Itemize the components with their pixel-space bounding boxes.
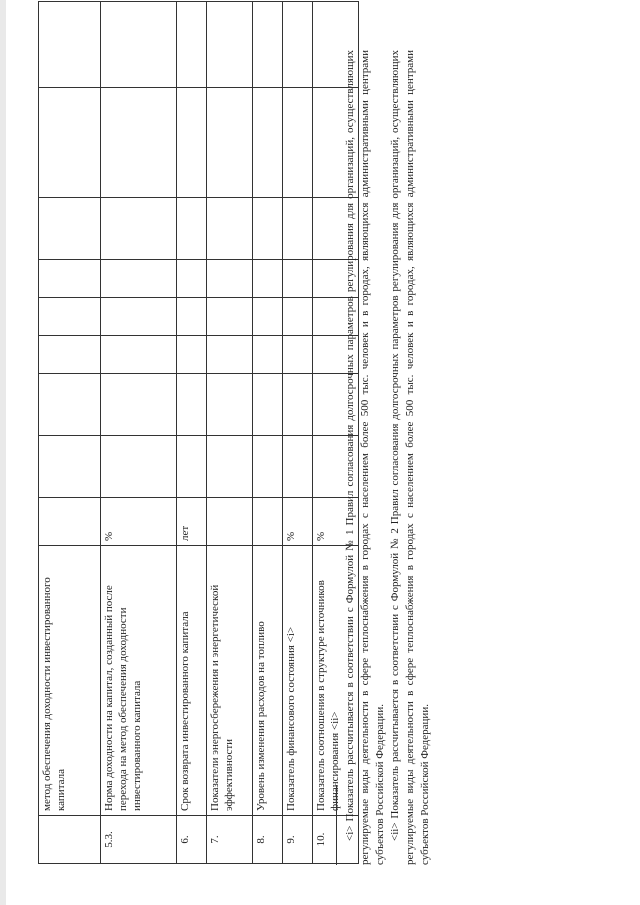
unit-cell: %	[101, 498, 177, 546]
indicator-name: Уровень изменения расходов на топливо	[253, 546, 283, 816]
table-row	[177, 2, 207, 864]
footnotes	[336, 50, 433, 865]
row-number: 8.	[253, 816, 283, 864]
table-row	[39, 2, 101, 864]
table-row	[253, 2, 283, 864]
indicator-name: метод обеспечения доходности инвестированного капитала	[39, 546, 101, 816]
row-number: 6.	[177, 816, 207, 864]
indicator-name: Показатели энергосбережения и энергетической эффективности	[207, 546, 253, 816]
unit-cell: %	[313, 498, 359, 546]
unit-cell	[253, 498, 283, 546]
table-row	[101, 2, 177, 864]
footnote-ii: <ii> Показатель рассчитывается в соответствии с Формулой № 2 Правил согласования долгосрочных параметров регулирования для организаций, осуществляющих регулируемые виды деятельности в сфере теплоснабжения в городах с населением более 500 тыс. человек и в городах, являющихся административными центрами субъектов Российской Федерации.	[389, 50, 431, 865]
indicator-name: Показатель соотношения в структуре источников финансирования <ii>	[313, 546, 359, 816]
unit-cell	[207, 498, 253, 546]
footnote-separator	[336, 785, 337, 865]
indicator-name: Показатель финансового состояния <i>	[283, 546, 313, 816]
row-number: 10.	[313, 816, 359, 864]
table-row	[283, 2, 313, 864]
indicator-name: Срок возврата инвестированного капитала	[177, 546, 207, 816]
row-number: 9.	[283, 816, 313, 864]
table-row	[207, 2, 253, 864]
unit-cell	[39, 498, 101, 546]
row-number: 7.	[207, 816, 253, 864]
row-number: 5.3.	[101, 816, 177, 864]
unit-cell: %	[283, 498, 313, 546]
indicators-table	[38, 1, 359, 864]
unit-cell: лет	[177, 498, 207, 546]
row-number	[39, 816, 101, 864]
indicator-name: Норма доходности на капитал, созданный после перехода на метод обеспечения доходности инвестированного капитала	[101, 546, 177, 816]
footnote-i: <i> Показатель рассчитывается в соответствии с Формулой № 1 Правил согласования долгосрочных параметров регулирования для организаций, осуществляющих регулируемые виды деятельности в сфере теплоснабжения в городах с населением более 500 тыс. человек и в городах, являющихся административными центрами субъектов Российской Федерации.	[344, 50, 386, 865]
